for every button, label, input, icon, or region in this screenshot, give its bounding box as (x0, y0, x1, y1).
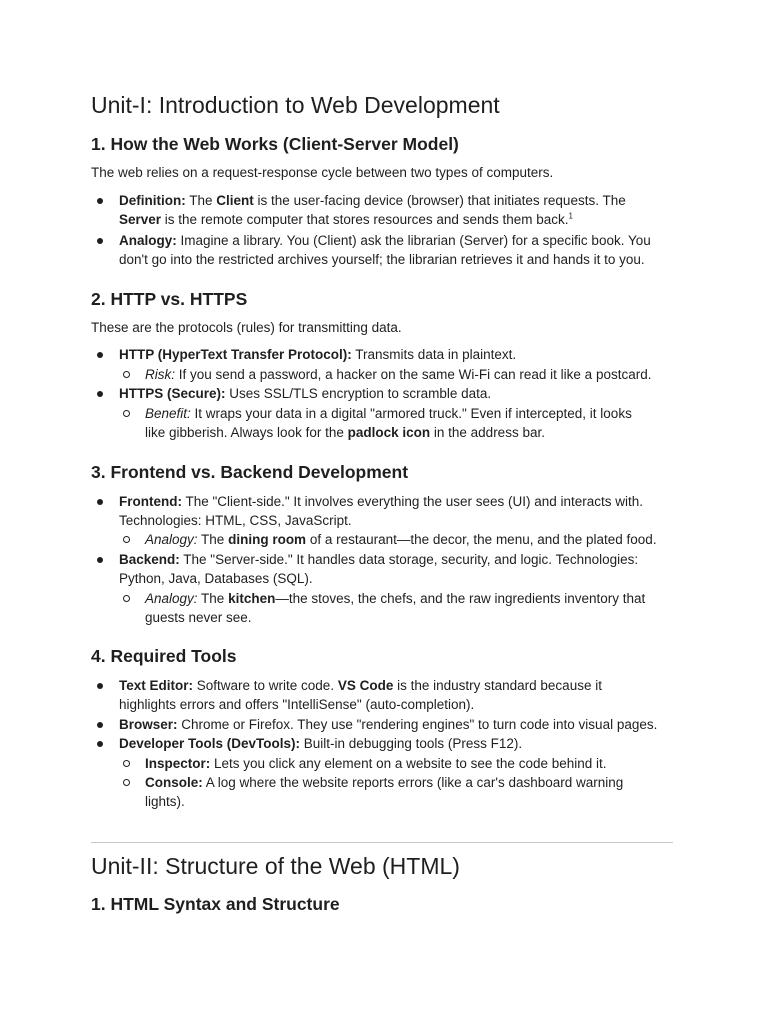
section1-intro: The web relies on a request-response cycle between two types of computers. (91, 165, 554, 180)
unit2-title: Unit-II: Structure of the Web (HTML) (91, 853, 460, 879)
inspector-line: Inspector: Lets you click any element on a website to see the code behind it. (145, 756, 607, 771)
unit2-section1-heading: 1. HTML Syntax and Structure (91, 894, 340, 914)
bullet-icon (97, 741, 103, 747)
analogy-line-2: don't go into the restricted archives yourself; the librarian retrieves it and hands it to you. (119, 252, 645, 267)
bullet-icon (97, 683, 103, 689)
bullet-icon (97, 722, 103, 728)
definition-line-2: Server is the remote computer that stores resources and sends them back.$^1$ (119, 211, 573, 227)
frontend-line-1: Frontend: The "Client-side." It involves everything the user sees (UI) and interacts with. (119, 494, 644, 509)
section1-heading: 1. How the Web Works (Client-Server Model) (91, 134, 459, 154)
sub-bullet-icon (123, 410, 130, 417)
definition-line-1: Definition: The Client is the user-facing device (browser) that initiates requests. The (119, 193, 626, 208)
benefit-line-2: like gibberish. Always look for the padlock icon in the address bar. (145, 425, 545, 440)
bullet-icon (97, 557, 103, 563)
devtools-line: Developer Tools (DevTools): Built-in debugging tools (Press F12). (119, 736, 523, 751)
sub-bullet-icon (123, 760, 130, 767)
backend-analogy-2: guests never see. (145, 610, 252, 625)
frontend-line-2: Technologies: HTML, CSS, JavaScript. (119, 513, 352, 528)
footnote-marker[interactable]: 1 (568, 211, 573, 221)
bullet-icon (97, 499, 103, 505)
section4-heading: 4. Required Tools (91, 646, 237, 666)
https-line: HTTPS (Secure): Uses SSL/TLS encryption to scramble data. (119, 386, 492, 401)
backend-line-1: Backend: The "Server-side." It handles data storage, security, and logic. Technologies: (119, 552, 639, 567)
sub-bullet-icon (123, 371, 130, 378)
section3-heading: 3. Frontend vs. Backend Development (91, 462, 409, 482)
backend-analogy-1: Analogy: The kitchen—the stoves, the chefs, and the raw ingredients inventory that (145, 591, 646, 606)
unit1-title: Unit-I: Introduction to Web Development (91, 92, 500, 118)
text-editor-line-2: highlights errors and offers "IntelliSense" (auto-completion). (119, 697, 475, 712)
sub-bullet-icon (123, 536, 130, 543)
console-line-1: Console: A log where the website reports errors (like a car's dashboard warning (145, 775, 624, 790)
section2-heading: 2. HTTP vs. HTTPS (91, 289, 248, 309)
horizontal-divider (91, 842, 673, 843)
benefit-line-1: Benefit: It wraps your data in a digital "armored truck." Even if intercepted, it looks (145, 406, 632, 421)
browser-line: Browser: Chrome or Firefox. They use "rendering engines" to turn code into visual pages. (119, 717, 658, 732)
sub-bullet-icon (123, 595, 130, 602)
frontend-analogy: Analogy: The dining room of a restaurant—the decor, the menu, and the plated food. (145, 532, 657, 547)
bullet-icon (97, 391, 103, 397)
bullet-icon (97, 352, 103, 358)
backend-line-2: Python, Java, Databases (SQL). (119, 571, 313, 586)
bullet-icon (97, 238, 103, 244)
analogy-line-1: Analogy: Imagine a library. You (Client) ask the librarian (Server) for a specific book. You (119, 233, 651, 248)
risk-line: Risk: If you send a password, a hacker on the same Wi-Fi can read it like a postcard. (145, 367, 652, 382)
console-line-2: lights). (145, 794, 185, 809)
sub-bullet-icon (123, 779, 130, 786)
http-line: HTTP (HyperText Transfer Protocol): Transmits data in plaintext. (119, 347, 517, 362)
bullet-icon (97, 198, 103, 204)
text-editor-line-1: Text Editor: Software to write code. VS Code is the industry standard because it (119, 678, 602, 693)
section2-intro: These are the protocols (rules) for transmitting data. (91, 320, 402, 335)
